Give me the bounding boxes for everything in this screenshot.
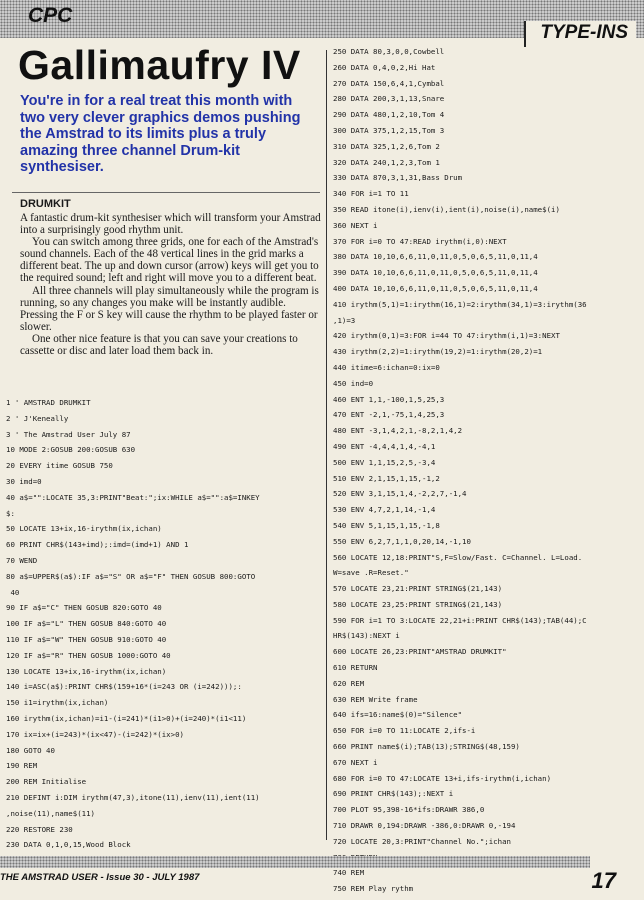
code-line: 50 LOCATE 13+ix,16-irythm(ix,ichan) [6,524,162,534]
code-line: 20 EVERY itime GOSUB 750 [6,461,113,471]
section-label: CPC [28,4,73,27]
code-line: 40 [6,587,20,597]
section-heading: DRUMKIT [20,198,71,210]
code-line: 190 REM [6,761,38,771]
code-line: 150 i1=irythm(ix,ichan) [6,698,109,708]
code-line: 680 FOR i=0 TO 47:LOCATE 13+i,ifs-irythm(i,ichan) [333,773,552,783]
code-line: $: [6,508,15,518]
code-line: 560 LOCATE 12,18:PRINT"S,F=Slow/Fast. C=Channel. L=Load. [333,552,583,562]
code-line: 130 LOCATE 13+ix,16-irythm(ix,ichan) [6,666,167,676]
code-line: 610 RETURN [333,663,378,673]
article-paragraph: All three channels will play simultaneously while the program is running, so any changes you make will be instantly audible. Pressing the F or S key will cause the rhythm to be played faster or slower. [20,284,319,333]
code-line: 310 DATA 325,1,2,6,Tom 2 [333,141,440,151]
code-line: 320 DATA 240,1,2,3,Tom 1 [333,157,440,167]
code-line: 180 GOTO 40 [6,745,55,755]
code-line: 590 FOR i=1 TO 3:LOCATE 22,21+i:PRINT CHR$(143);TAB(44);C [333,615,587,625]
code-line: 60 PRINT CHR$(143+imd);:imd=(imd+1) AND 1 [6,540,189,550]
code-line: 3 ' The Amstrad User July 87 [6,429,131,439]
code-line: 70 WEND [6,555,38,565]
code-listing-right [333,44,639,897]
code-line: 280 DATA 200,3,1,13,Snare [333,94,445,104]
footer-publication: THE AMSTRAD USER - Issue 30 - JULY 1987 [0,872,200,883]
code-line: 100 IF a$="L" THEN GOSUB 840:GOTO 40 [6,619,167,629]
code-line: 640 ifs=16:name$(0)="Silence" [333,710,463,720]
code-line: 550 ENV 6,2,7,1,1,0,20,14,-1,10 [333,536,471,546]
code-line: 660 PRINT name$(i);TAB(13);STRING$(48,159) [333,742,520,752]
code-line: 400 DATA 10,10,6,6,11,0,11,0,5,0,6,5,11,0,11,4 [333,283,538,293]
page-number: 17 [591,868,616,893]
article-title: Gallimaufry IV [18,42,301,88]
code-line: ,noise(11),name$(11) [6,808,95,818]
code-line: 2 ' J'Keneally [6,413,69,423]
code-line: 370 FOR i=0 TO 47:READ irythm(i,0):NEXT [333,236,507,246]
code-line: 480 ENT -3,1,4,2,1,-8,2,1,4,2 [333,426,463,436]
code-line: 490 ENT -4,4,4,1,4,-4,1 [333,441,436,451]
code-line: 630 REM Write frame [333,694,418,704]
code-line: 340 FOR i=1 TO 11 [333,189,409,199]
code-listing-left [6,395,324,869]
code-line: 720 LOCATE 20,3:PRINT"Channel No.";ichan [333,836,511,846]
code-line: 90 IF a$="C" THEN GOSUB 820:GOTO 40 [6,603,162,613]
code-line: 420 irythm(0,1)=3:FOR i=44 TO 47:irythm(i,1)=3:NEXT [333,331,560,341]
code-line: 120 IF a$="R" THEN GOSUB 1000:GOTO 40 [6,650,171,660]
code-line: 110 IF a$="W" THEN GOSUB 910:GOTO 40 [6,634,167,644]
code-line: 600 LOCATE 26,23:PRINT"AMSTRAD DRUMKIT" [333,647,507,657]
category-label: TYPE-INS [540,22,628,43]
code-line: 390 DATA 10,10,6,6,11,0,11,0,5,0,6,5,11,0,11,4 [333,268,538,278]
code-line: 750 REM Play rythm [333,884,414,894]
code-line: 220 RESTORE 230 [6,824,73,834]
code-line: 710 DRAWR 0,194:DRAWR -386,0:DRAWR 0,-194 [333,821,516,831]
code-line: 690 PRINT CHR$(143);:NEXT i [333,789,454,799]
code-line: 450 ind=0 [333,378,374,388]
code-line: 140 i=ASC(a$):PRINT CHR$(159+16*(i=243 OR (i=242)));: [6,682,242,692]
column-divider [326,50,327,840]
code-line: 740 REM [333,868,365,878]
code-line: 350 READ itone(i),ienv(i),ient(i),noise(i),name$(i) [333,204,560,214]
code-line: 700 PLOT 95,398-16*ifs:DRAWR 386,0 [333,805,485,815]
footer-bar [0,856,590,868]
code-line: 540 ENV 5,1,15,1,15,-1,8 [333,520,440,530]
code-line: 460 ENT 1,1,-100,1,5,25,3 [333,394,445,404]
article-standfirst: You're in for a real treat this month with two very clever graphics demos pushing the Amstrad to its limits plus a truly amazing three channel Drum-kit synthesiser. [20,93,301,175]
code-line: 620 REM [333,678,365,688]
code-line: 250 DATA 80,3,0,0,Cowbell [333,47,445,56]
code-line: HR$(143):NEXT i [333,631,400,641]
code-line: 360 NEXT i [333,220,378,230]
code-line: 410 irythm(5,1)=1:irythm(16,1)=2:irythm(34,1)=3:irythm(36 [333,299,587,309]
standfirst-rule [12,192,320,193]
code-line: 40 a$="":LOCATE 35,3:PRINT"Beat:";ix:WHILE a$="":a$=INKEY [6,492,260,502]
code-line: 520 ENV 3,1,15,1,4,-2,2,7,-1,4 [333,489,467,499]
code-line: 570 LOCATE 23,21:PRINT STRING$(21,143) [333,584,503,594]
article-paragraph: You can switch among three grids, one for each of the Amstrad's sound channels. Each of the 48 vertical lines in the grid marks a different beat. The up and down cursor (arrow) keys will get you to the required sound; left and right will move you to a different beat. [20,236,319,285]
code-line: 1 ' AMSTRAD DRUMKIT [6,398,91,407]
code-line: W=save .R=Reset." [333,568,409,578]
code-line: 170 ix=ix+(i=243)*(ix<47)-(i=242)*(ix>0) [6,729,184,739]
code-line: 270 DATA 150,6,4,1,Cymbal [333,78,445,88]
code-line: 10 MODE 2:GOSUB 200:GOSUB 630 [6,445,136,455]
article-paragraph: One other nice feature is that you can save your creations to cassette or disc and later load them back in. [20,332,298,358]
code-line: 580 LOCATE 23,25:PRINT STRING$(21,143) [333,599,503,609]
code-line: ,1)=3 [333,315,356,325]
code-line: 210 DEFINT i:DIM irythm(47,3),itone(11),ienv(11),ient(11) [6,792,260,802]
code-line: 230 DATA 0,1,0,15,Wood Block [6,840,131,850]
code-line: 330 DATA 870,3,1,31,Bass Drum [333,173,463,183]
code-line: 530 ENV 4,7,2,1,14,-1,4 [333,505,436,515]
code-line: 30 imd=0 [6,476,42,486]
code-line: 260 DATA 0,4,0,2,Hi Hat [333,62,436,72]
article-body [20,212,322,357]
code-line: 380 DATA 10,10,6,6,11,0,11,0,5,0,6,5,11,0,11,4 [333,252,538,262]
code-line: 670 NEXT i [333,757,378,767]
code-line: 160 irythm(ix,ichan)=i1-(i=241)*(i1>0)+(i=240)*(i1<11) [6,713,247,723]
code-line: 500 ENV 1,1,15,2,5,-3,4 [333,457,436,467]
code-line: 80 a$=UPPER$(a$):IF a$="S" OR a$="F" THEN GOSUB 800:GOTO [6,571,256,581]
code-line: 650 FOR i=0 TO 11:LOCATE 2,ifs-i [333,726,476,736]
code-line: 290 DATA 480,1,2,10,Tom 4 [333,110,445,120]
article-paragraph: A fantastic drum-kit synthesiser which will transform your Amstrad into a surprisingly good rhythm unit. [20,212,321,237]
code-line: 300 DATA 375,1,2,15,Tom 3 [333,125,445,135]
code-line: 440 itime=6:ichan=0:ix=0 [333,362,440,372]
code-line: 470 ENT -2,1,-75,1,4,25,3 [333,410,445,420]
code-line: 510 ENV 2,1,15,1,15,-1,2 [333,473,440,483]
code-line: 430 irythm(2,2)=1:irythm(19,2)=1:irythm(20,2)=1 [333,347,543,357]
code-line: 200 REM Initialise [6,777,87,787]
